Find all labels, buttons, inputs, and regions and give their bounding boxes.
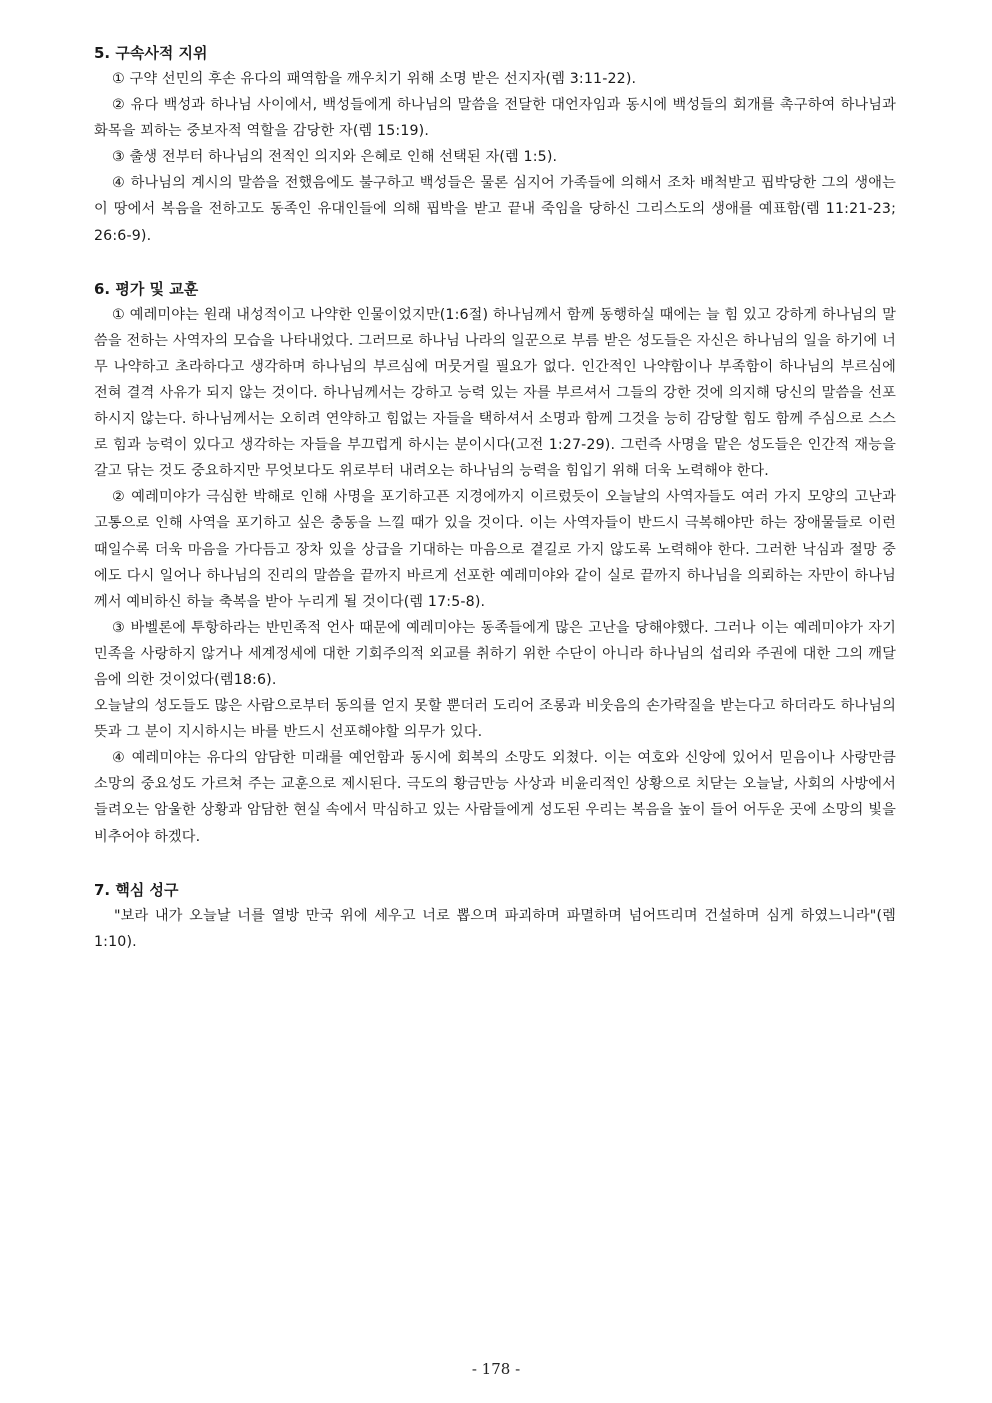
paragraph: ② 예레미야가 극심한 박해로 인해 사명을 포기하고픈 지경에까지 이르렀듯이 오늘날의 사역자들도 여러 가지 모양의 고난과 고통으로 인해 사역을 포기하고 싶은 충동을 느낄 때가 있을 것이다. 이는 사역자들이 반드시 극복해야만 하는 장애물들로 이런 때일수록 더욱 마음을 가다듬고 장차 있을 상급을 기대하는 마음으로 곁길로 가지 않도록 노력해야 한다. 그러한 낙심과 절망 중에도 다시 일어나 하나님의 진리의 말씀을 끝까지 바르게 선포한 예레미야와 같이 실로 끝까지 하나님을 의뢰하는 자만이 하나님께서 예비하신 하늘 축복을 받아 누리게 될 것이다(렘 17:5-8). [94,489,896,610]
paragraph: ④ 하나님의 계시의 말씀을 전했음에도 불구하고 백성들은 물론 심지어 가족들에 의해서 조차 배척받고 핍박당한 그의 생애는 이 땅에서 복음을 전하고도 동족인 유대인들에 의해 핍박을 받고 끝내 죽임을 당하신 그리스도의 생애를 예표함(렘 11:21-23; 26:6-9). [94,175,896,244]
paragraph: ① 구약 선민의 후손 유다의 패역함을 깨우치기 위해 소명 받은 선지자(렘 3:11-22). [112,71,637,87]
section-key-verse [94,877,896,955]
paragraph: ③ 바벨론에 투항하라는 반민족적 언사 때문에 예레미야는 동족들에게 많은 고난을 당해야했다. 그러나 이는 예레미야가 자기 민족을 사랑하지 않거나 세계정세에 대한 기회주의적 외교를 취하기 위한 수단이 아니라 하나님의 섭리와 주권에 대한 그의 깨달음에 의한 것이었다(렘18:6). [94,619,896,688]
page-content [94,40,896,982]
paragraph: ② 유다 백성과 하나님 사이에서, 백성들에게 하나님의 말씀을 전달한 대언자임과 동시에 백성들의 회개를 촉구하여 하나님과 화목을 꾀하는 중보자적 역할을 감당한 자(렘 15:19). [94,97,896,140]
section-heading: 6. 평가 및 교훈 [94,279,199,298]
paragraph: 오늘날의 성도들도 많은 사람으로부터 동의를 얻지 못할 뿐더러 도리어 조롱과 비웃음의 손가락질을 받는다고 하더라도 하나님의 뜻과 그 분이 지시하시는 바를 반드시 선포해야할 의무가 있다. [94,698,896,741]
page-number: - 178 - [471,1360,521,1378]
section-heading: 7. 핵심 성구 [94,880,179,899]
paragraph: ① 예레미야는 원래 내성적이고 나약한 인물이었지만(1:6절) 하나님께서 함께 동행하실 때에는 늘 힘 있고 강하게 하나님의 말씀을 전하는 사역자의 모습을 나타내었다. 그러므로 하나님 나라의 일꾼으로 부름 받은 성도들은 자신은 하나님의 일을 하기에 너무 나약하고 초라하다고 생각하며 하나님의 부르심에 머뭇거릴 필요가 없다. 인간적인 나약함이나 부족함이 하나님의 부르심에 전혀 결격 사유가 되지 않는 것이다. 하나님께서는 강하고 능력 있는 자를 부르셔서 그들의 강한 것에 의지해 당신의 말씀을 선포하시지 않는다. 하나님께서는 오히려 연약하고 힘없는 자들을 택하셔서 소명과 함께 그것을 능히 감당할 힘도 함께 주심으로 스스로 힘과 능력이 있다고 생각하는 자들을 부끄럽게 하시는 분이시다(고전 1:27-29). 그런즉 사명을 맡은 성도들은 인간적 재능을 갈고 닦는 것도 중요하지만 무엇보다도 위로부터 내려오는 하나님의 능력을 힘입기 위해 더욱 노력해야 한다. [94,306,896,480]
section-evaluation-lessons [94,276,896,850]
paragraph: ④ 예레미야는 유다의 암담한 미래를 예언함과 동시에 회복의 소망도 외쳤다. 이는 여호와 신앙에 있어서 믿음이나 사랑만큼 소망의 중요성도 가르쳐 주는 교훈으로 제시된다. 극도의 황금만능 사상과 비윤리적인 상황으로 치닫는 오늘날, 사회의 사방에서 들려오는 암울한 상황과 암담한 현실 속에서 막심하고 있는 사람들에게 성도된 우리는 복음을 높이 들어 어두운 곳에 소망의 빛을 비추어야 하겠다. [94,750,896,845]
key-verse-quote: "보라 내가 오늘날 너를 열방 만국 위에 세우고 너로 뽑으며 파괴하며 파멸하며 넘어뜨리며 건설하며 심게 하였느니라"(렘 1:10). [94,907,896,950]
section-redemptive-status [94,40,896,249]
paragraph: ③ 출생 전부터 하나님의 전적인 의지와 은혜로 인해 선택된 자(렘 1:5). [112,149,558,166]
section-heading: 5. 구속사적 지위 [94,44,208,62]
